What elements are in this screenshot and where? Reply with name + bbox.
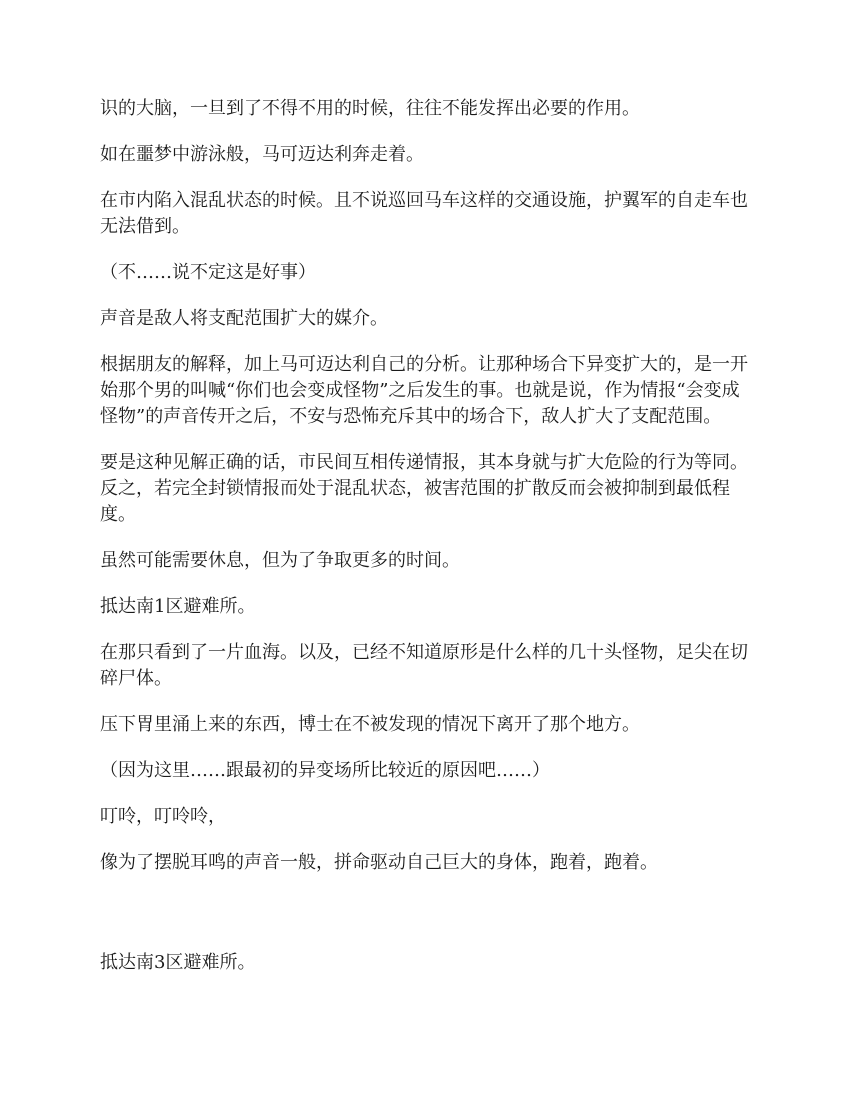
section-gap bbox=[100, 896, 750, 950]
paragraph: 识的大脑，一旦到了不得不用的时候，往往不能发挥出必要的作用。 bbox=[100, 98, 640, 119]
paragraph: 声音是敌人将支配范围扩大的媒介。 bbox=[100, 308, 388, 329]
paragraph: （因为这里……跟最初的异变场所比较近的原因吧……） bbox=[100, 760, 550, 781]
paragraph: 虽然可能需要休息，但为了争取更多的时间。 bbox=[100, 550, 460, 571]
paragraph: 叮呤，叮呤呤， bbox=[100, 806, 226, 827]
paragraph: 在市内陷入混乱状态的时候。且不说巡回马车这样的交通设施，护翼军的自走车也无法借到。 bbox=[100, 190, 748, 237]
paragraph: 像为了摆脱耳鸣的声音一般，拼命驱动自己巨大的身体，跑着，跑着。 bbox=[100, 852, 658, 873]
paragraph: 压下胃里涌上来的东西，博士在不被发现的情况下离开了那个地方。 bbox=[100, 714, 640, 735]
document-page bbox=[100, 96, 750, 996]
paragraph: （不……说不定这是好事） bbox=[100, 262, 316, 283]
paragraph: 如在噩梦中游泳般，马可迈达利奔走着。 bbox=[100, 144, 424, 165]
paragraph: 要是这种见解正确的话，市民间互相传递情报，其本身就与扩大危险的行为等同。反之，若完全封锁情报而处于混乱状态，被害范围的扩散反而会被抑制到最低程度。 bbox=[100, 452, 748, 525]
paragraph: 根据朋友的解释，加上马可迈达利自己的分析。让那种场合下异变扩大的，是一开始那个男的叫喊“你们也会变成怪物”之后发生的事。也就是说，作为情报“会变成怪物”的声音传开之后，不安与恐怖充斥其中的场合下，敌人扩大了支配范围。 bbox=[100, 354, 748, 427]
paragraph: 抵达南1区避难所。 bbox=[100, 596, 256, 617]
paragraph: 抵达南3区避难所。 bbox=[100, 952, 256, 973]
paragraph: 在那只看到了一片血海。以及，已经不知道原形是什么样的几十头怪物，足尖在切碎尸体。 bbox=[100, 642, 748, 689]
